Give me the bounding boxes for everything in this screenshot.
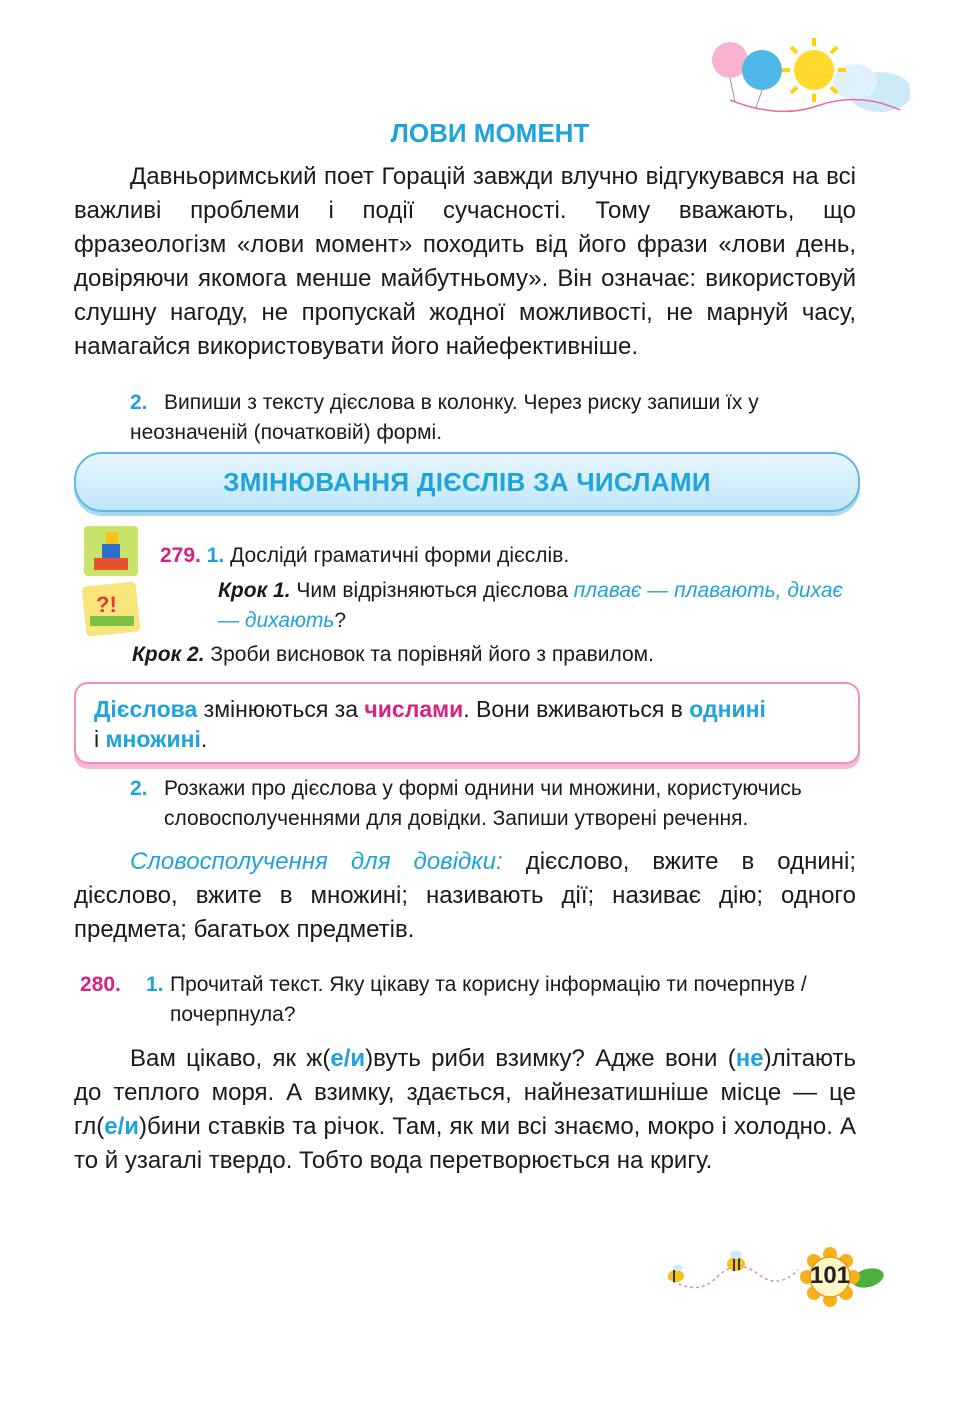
step-1-text: Чим відрізняються дієслова: [296, 579, 568, 602]
story-text: )літають до теплого моря. А взимку, здається, найнезатишніше місце — це гл(: [74, 1045, 857, 1140]
step-2: [132, 640, 856, 670]
exercise-number: 280.: [80, 973, 121, 996]
page-number: 101: [809, 1262, 851, 1289]
part-text: Розкажи про дієслова у формі однини чи множини, користуючись словосполученнями для довідки. Запиши утворені речення.: [164, 777, 802, 830]
sun-icon: [782, 38, 846, 102]
rule-text-part: .: [200, 726, 208, 752]
exercise-number: 279.: [160, 544, 201, 567]
balloons-sun-illustration: [690, 30, 910, 130]
intro-paragraph: Давньоримський поет Горацій завжди влучно відгукувався на всі важливі проблеми і події сучасності. Тому вважають, що фразеологізм «лови момент» походить від його фрази «лови день, довіряючи якомога менше майбутньому». Він означає: використовуй слушну нагоду, не пропускай жодної можливості, не марнуй часу, намагайся використовувати його найефективніше.: [74, 163, 856, 360]
spelling-gap: е/и: [104, 1113, 140, 1140]
story-text: )вуть риби взимку? Адже вони (: [365, 1045, 736, 1072]
rule-keyword: числами: [364, 696, 464, 722]
topic-banner: [74, 452, 860, 512]
rule-text: [94, 694, 842, 754]
task-text: Випиши з тексту дієслова в колонку. Через риску запиши їх у неозначеній (початковій) формі.: [130, 391, 759, 444]
part-number: 1.: [206, 544, 225, 567]
rule-text-part: і: [94, 726, 106, 752]
rule-box: [74, 682, 860, 764]
blocks-icon: [80, 522, 142, 580]
bee-icon: [727, 1251, 745, 1271]
story-paragraph: [74, 1042, 856, 1178]
task-intro: [130, 388, 856, 448]
step-1-end: ?: [334, 609, 347, 632]
step-2-text: Зроби висновок та порівняй його з правилом.: [210, 643, 654, 666]
bees-decoration: [658, 1248, 808, 1304]
part-number: 2.: [130, 777, 148, 800]
spelling-gap: е/и: [330, 1045, 366, 1072]
exercise-279-part2: [130, 774, 856, 834]
step-1: [218, 576, 858, 636]
svg-text:?!: ?!: [96, 592, 117, 617]
rule-keyword: однині: [689, 696, 766, 722]
part-text: Прочитай текст. Яку цікаву та корисну інформацію ти почерпнув / почерпнула?: [170, 973, 807, 1026]
step-1-examples: плаває — плавають, дихає — дихають: [218, 579, 843, 632]
reference-paragraph: [74, 845, 856, 947]
spelling-gap: не: [735, 1045, 764, 1072]
exercise-279-part1: [160, 541, 860, 571]
rule-keyword: Дієслова: [94, 696, 198, 722]
step-2-label: Крок 2.: [132, 643, 205, 666]
reference-label: Словосполучення для довідки:: [130, 848, 503, 875]
task-number: 2.: [130, 391, 148, 414]
question-exclamation-icon: [80, 580, 142, 638]
rule-keyword: множині: [105, 726, 201, 752]
part-text: Досліди́ граматичні форми дієслів.: [230, 544, 570, 567]
bee-icon: [668, 1265, 684, 1282]
exercise-280-part1: [80, 970, 856, 1030]
story-text: )бини ставків та річок. Там, як ми всі знаємо, мокро і холодно. А то й узагалі твердо. Тобто вода перетворюється на кригу.: [74, 1113, 856, 1174]
story-text: Вам цікаво, як ж(: [130, 1045, 331, 1072]
topic-banner-title: ЗМІНЮВАННЯ ДІЄСЛІВ ЗА ЧИСЛАМИ: [223, 466, 711, 497]
step-1-label: Крок 1.: [218, 579, 291, 602]
section-title: ЛОВИ МОМЕНТ: [390, 118, 590, 148]
part-number: 1.: [146, 973, 164, 996]
reference-text: дієслово, вжите в однині; дієслово, вжите в множині; називають дії; називає дію; одного предмета; багатьох предметів.: [74, 848, 857, 943]
rule-text-part: змінюються за: [197, 696, 365, 722]
rule-text-part: . Вони вживаються в: [463, 696, 690, 722]
